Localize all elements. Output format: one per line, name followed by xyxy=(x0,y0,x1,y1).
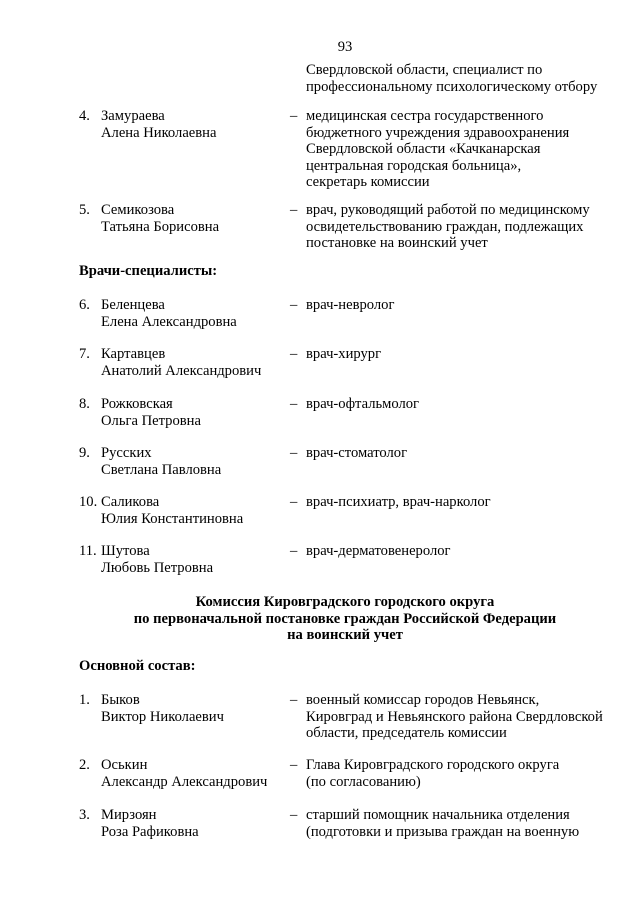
commission-title-line: по первоначальной постановке граждан Российской Федерации xyxy=(133,610,557,627)
member-role-line: врач, руководящий работой по медицинскому xyxy=(306,202,590,218)
member-surname: Саликова xyxy=(101,494,160,510)
member-number: 11. xyxy=(79,543,97,559)
member-role-line: врач-дерматовенеролог xyxy=(306,543,451,559)
member-number: 3. xyxy=(79,807,90,823)
member-role-line: медицинская сестра государственного xyxy=(306,108,544,124)
member-role-line: освидетельствованию граждан, подлежащих xyxy=(306,218,584,235)
dash: – xyxy=(290,494,298,510)
dash: – xyxy=(290,445,298,461)
commission-title-line: на воинский учет xyxy=(287,627,403,643)
member-role-line: Свердловской области «Качканарская xyxy=(306,141,541,157)
member-given-name: Алена Николаевна xyxy=(101,124,217,141)
continuation-line: Свердловской области, специалист по xyxy=(306,62,543,78)
member-role-line: области, председатель комиссии xyxy=(306,725,507,741)
member-surname: Быков xyxy=(101,692,140,708)
member-surname: Картавцев xyxy=(101,346,166,362)
member-surname: Беленцева xyxy=(101,297,165,313)
member-given-name: Анатолий Александрович xyxy=(101,362,262,379)
dash: – xyxy=(290,692,298,708)
member-role-line: постановке на воинский учет xyxy=(306,235,488,251)
member-surname: Русских xyxy=(101,445,152,461)
member-role-line: военный комиссар городов Невьянск, xyxy=(306,692,540,708)
dash: – xyxy=(290,346,298,362)
member-surname: Замураева xyxy=(101,108,165,124)
main-composition-heading: Основной состав: xyxy=(79,658,196,674)
member-number: 6. xyxy=(79,297,90,313)
member-surname: Мирзоян xyxy=(101,807,157,823)
member-number: 2. xyxy=(79,757,90,773)
member-surname: Оськин xyxy=(101,757,148,773)
member-role-line: (подготовки и призыва граждан на военную xyxy=(306,823,580,840)
member-number: 8. xyxy=(79,396,90,412)
member-given-name: Ольга Петровна xyxy=(101,412,201,429)
member-surname: Рожковская xyxy=(101,396,173,412)
member-role-line: Кировград и Невьянского района Свердловской xyxy=(306,708,603,725)
member-role-line: (по согласованию) xyxy=(306,773,421,790)
dash: – xyxy=(290,297,298,313)
member-role-line: врач-хирург xyxy=(306,346,382,362)
member-number: 10. xyxy=(79,494,98,510)
member-role-line: секретарь комиссии xyxy=(306,174,430,190)
dash: – xyxy=(290,396,298,412)
dash: – xyxy=(290,807,298,823)
dash: – xyxy=(290,543,298,559)
specialists-heading: Врачи-специалисты: xyxy=(79,263,218,279)
member-surname: Семикозова xyxy=(101,202,175,218)
member-number: 7. xyxy=(79,346,90,362)
member-given-name: Елена Александровна xyxy=(101,313,237,330)
member-given-name: Светлана Павловна xyxy=(101,461,222,478)
member-surname: Шутова xyxy=(101,543,150,559)
member-role-line: Глава Кировградского городского округа xyxy=(306,757,560,773)
member-number: 5. xyxy=(79,202,90,218)
member-number: 1. xyxy=(79,692,90,708)
member-given-name: Виктор Николаевич xyxy=(101,708,224,725)
member-role-line: врач-стоматолог xyxy=(306,445,408,461)
member-role-line: врач-офтальмолог xyxy=(306,396,420,412)
member-role-line: бюджетного учреждения здравоохранения xyxy=(306,124,570,141)
member-given-name: Роза Рафиковна xyxy=(101,823,199,840)
member-given-name: Юлия Константиновна xyxy=(101,510,244,527)
member-given-name: Александр Александрович xyxy=(101,773,268,790)
member-role-line: центральная городская больница», xyxy=(306,157,522,174)
member-role-line: врач-невролог xyxy=(306,297,395,313)
member-role-line: врач-психиатр, врач-нарколог xyxy=(306,494,491,510)
commission-title xyxy=(0,594,640,644)
member-role-line: старший помощник начальника отделения xyxy=(306,807,570,823)
commission-title-line: Комиссия Кировградского городского округа xyxy=(195,594,495,610)
member-number: 4. xyxy=(79,108,90,124)
page-number: 93 xyxy=(337,39,353,55)
member-number: 9. xyxy=(79,445,90,461)
member-given-name: Любовь Петровна xyxy=(101,559,214,576)
member-given-name: Татьяна Борисовна xyxy=(101,218,220,235)
dash: – xyxy=(290,757,298,773)
continuation-line: профессиональному психологическому отбору xyxy=(306,78,598,95)
dash: – xyxy=(290,108,298,124)
dash: – xyxy=(290,202,298,218)
